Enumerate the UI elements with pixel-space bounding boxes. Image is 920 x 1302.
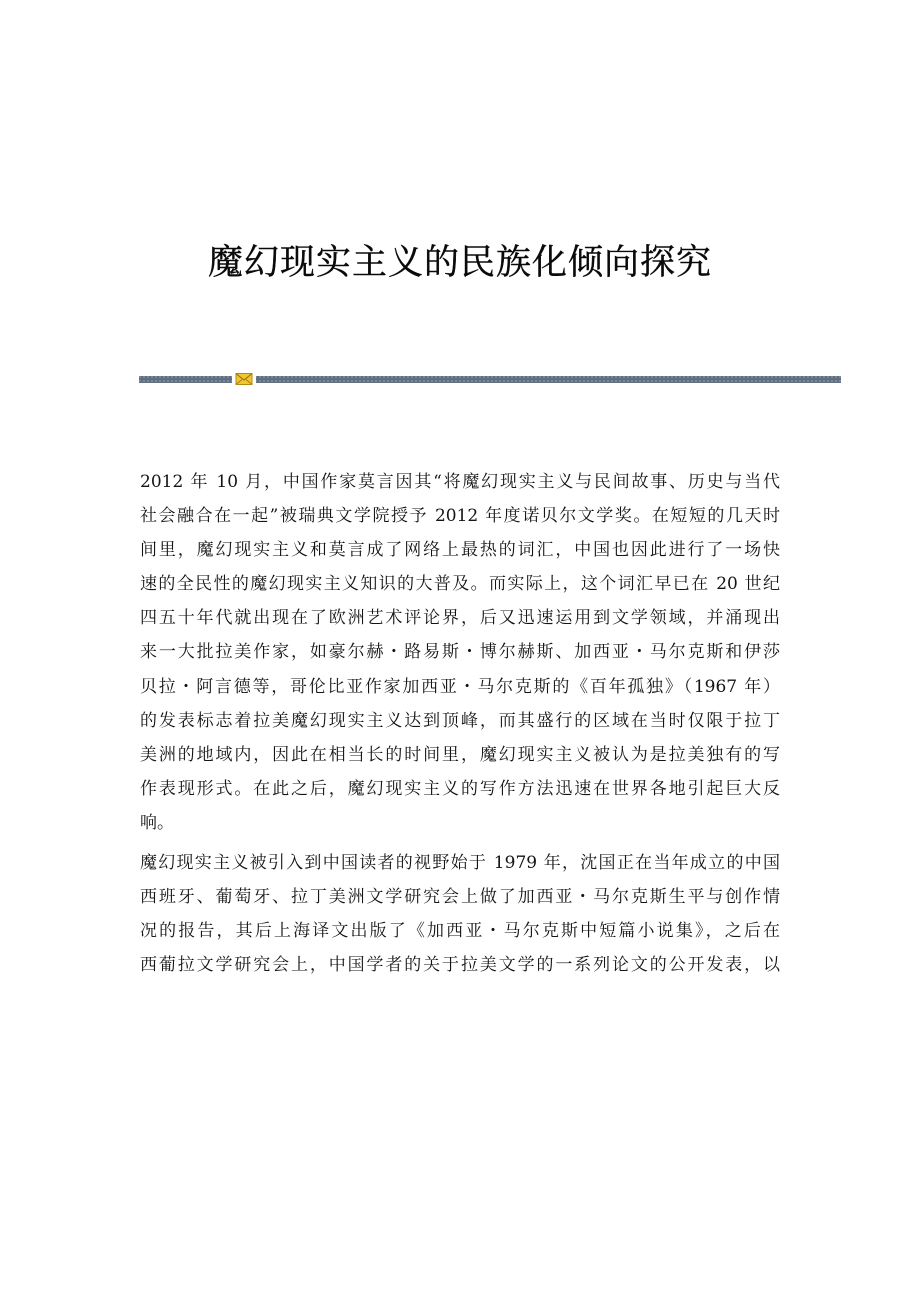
paragraph-line: 来一大批拉美作家，如豪尔赫・路易斯・博尔赫斯、加西亚・马尔克斯和伊莎: [140, 642, 780, 663]
paragraph-2: [140, 846, 780, 982]
divider-rule: [139, 372, 841, 386]
paragraph-line: 速的全民性的魔幻现实主义知识的大普及。而实际上，这个词汇早已在 20 世纪: [140, 574, 780, 595]
paragraph-line: 2012 年 10 月，中国作家莫言因其“将魔幻现实主义与民间故事、历史与当代: [140, 472, 780, 492]
divider-rule-right: [256, 376, 841, 383]
paragraph-line: 四五十年代就出现在了欧洲艺术评论界，后又迅速运用到文学领域，并涌现出: [140, 608, 780, 629]
paragraph-line: 美洲的地域内，因此在相当长的时间里，魔幻现实主义被认为是拉美独有的写: [140, 744, 780, 765]
article-body: [140, 465, 780, 988]
paragraph-line: 作表现形式。在此之后，魔幻现实主义的写作方法迅速在世界各地引起巨大反: [140, 778, 780, 799]
envelope-icon: [236, 374, 252, 385]
paragraph-line: 西葡拉文学研究会上，中国学者的关于拉美文学的一系列论文的公开发表，以: [140, 955, 780, 976]
paragraph-line: 魔幻现实主义被引入到中国读者的视野始于 1979 年，沈国正在当年成立的中国: [140, 853, 780, 874]
paragraph-line: 况的报告，其后上海译文出版了《加西亚・马尔克斯中短篇小说集》，之后在: [140, 921, 780, 942]
paragraph-1: [140, 465, 780, 840]
paragraph-line: 间里，魔幻现实主义和莫言成了网络上最热的词汇，中国也因此进行了一场快: [140, 540, 780, 561]
paragraph-line: 西班牙、葡萄牙、拉丁美洲文学研究会上做了加西亚・马尔克斯生平与创作情: [140, 887, 780, 908]
title-divider: [139, 372, 841, 386]
paragraph-line: 贝拉・阿言德等，哥伦比亚作家加西亚・马尔克斯的《百年孤独》（1967 年）: [140, 676, 780, 697]
page-title: 魔幻现实主义的民族化倾向探究: [207, 243, 712, 284]
paragraph-line: 响。: [140, 812, 174, 833]
divider-rule-left: [139, 376, 232, 383]
paragraph-line: 的发表标志着拉美魔幻现实主义达到顶峰，而其盛行的区域在当时仅限于拉丁: [140, 710, 780, 731]
paragraph-line: 社会融合在一起”被瑞典文学院授予 2012 年度诺贝尔文学奖。在短短的几天时: [140, 506, 780, 527]
